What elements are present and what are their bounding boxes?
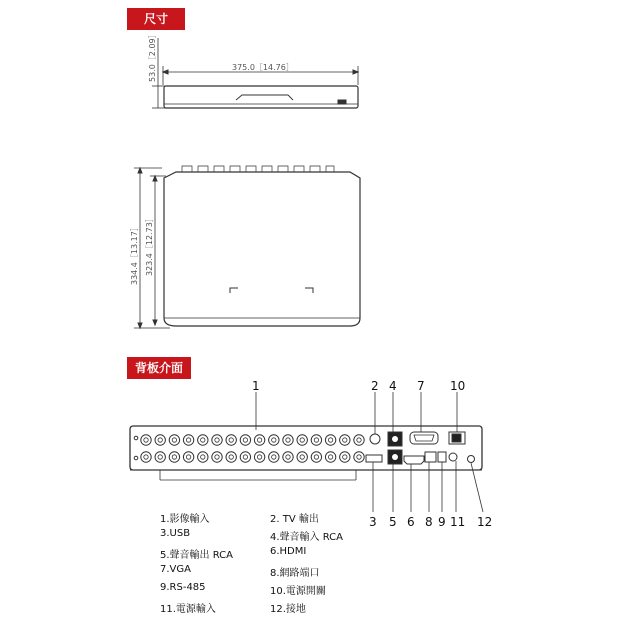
- bnc-connector-icon: [311, 452, 321, 462]
- legend-item: 2. TV 輸出: [270, 514, 319, 525]
- bnc-connector-pin: [243, 455, 247, 459]
- bnc-connector-pin: [357, 438, 361, 442]
- bnc-connector-pin: [158, 438, 162, 442]
- bnc-connector-pin: [158, 455, 162, 459]
- bnc-connector-icon: [340, 452, 350, 462]
- bnc-connector-icon: [325, 452, 335, 462]
- callout-1: 1: [252, 379, 260, 393]
- rear-panel-drawing: [130, 392, 483, 512]
- bnc-connector-icon: [141, 452, 151, 462]
- bnc-connector-icon: [169, 452, 179, 462]
- bnc-connector-pin: [229, 455, 233, 459]
- legend-item: 11.電源輸入: [160, 604, 216, 615]
- bnc-connector-icon: [283, 452, 293, 462]
- side-view-drawing: [152, 38, 358, 108]
- bnc-connector-pin: [229, 438, 233, 442]
- bnc-connector-icon: [254, 435, 264, 445]
- callout-12: 12: [477, 515, 493, 529]
- bnc-connector-pin: [215, 455, 219, 459]
- bnc-connector-icon: [198, 435, 208, 445]
- bnc-connector-pin: [186, 455, 190, 459]
- bnc-connector-pin: [144, 455, 148, 459]
- legend-item: 5.聲音輸出 RCA: [160, 550, 233, 561]
- depth-inner-dimension-label: 323.4［12.73］: [145, 214, 154, 276]
- legend-item: 7.VGA: [160, 564, 191, 575]
- bnc-connector-pin: [201, 438, 205, 442]
- bnc-connector-pin: [186, 438, 190, 442]
- bnc-connector-icon: [340, 435, 350, 445]
- bnc-connector-pin: [272, 455, 276, 459]
- bnc-connector-pin: [328, 438, 332, 442]
- bnc-connector-icon: [141, 435, 151, 445]
- bnc-connector-pin: [172, 438, 176, 442]
- bnc-connector-pin: [300, 438, 304, 442]
- callout-6: 6: [407, 515, 415, 529]
- bnc-connector-icon: [354, 452, 364, 462]
- rear-panel-section-title: 背板介面: [127, 357, 191, 379]
- bnc-connector-icon: [226, 452, 236, 462]
- depth-outer-dimension-label: 334.4［13.17］: [130, 223, 139, 285]
- bnc-connector-icon: [183, 435, 193, 445]
- bnc-connector-icon: [297, 435, 307, 445]
- bnc-connector-pin: [172, 455, 176, 459]
- bnc-connector-icon: [269, 452, 279, 462]
- bnc-connector-pin: [243, 438, 247, 442]
- bnc-connector-pin: [257, 438, 261, 442]
- height-dimension-label: 53.0［2.09］: [148, 30, 157, 82]
- callout-2: 2: [371, 379, 379, 393]
- legend-item: 10.電源開關: [270, 586, 326, 597]
- bnc-connector-pin: [215, 438, 219, 442]
- bnc-connector-icon: [240, 452, 250, 462]
- bnc-connector-pin: [328, 455, 332, 459]
- bnc-connector-pin: [314, 455, 318, 459]
- callout-5: 5: [389, 515, 397, 529]
- legend-item: 8.網路端口: [270, 568, 320, 579]
- bnc-connector-icon: [212, 452, 222, 462]
- bnc-connector-icon: [297, 452, 307, 462]
- callout-10: 10: [450, 379, 466, 393]
- bnc-connector-icon: [254, 452, 264, 462]
- bnc-connector-icon: [240, 435, 250, 445]
- bnc-connector-pin: [272, 438, 276, 442]
- legend-item: 12.接地: [270, 604, 306, 615]
- bnc-connector-icon: [155, 435, 165, 445]
- bnc-connector-icon: [183, 452, 193, 462]
- bnc-connector-pin: [314, 438, 318, 442]
- bnc-connector-icon: [169, 435, 179, 445]
- bnc-connector-pin: [201, 455, 205, 459]
- width-dimension-label: 375.0［14.76］: [232, 63, 294, 72]
- bnc-connector-pin: [300, 455, 304, 459]
- callout-4: 4: [389, 379, 397, 393]
- bnc-connector-icon: [198, 452, 208, 462]
- bnc-connector-icon: [311, 435, 321, 445]
- bnc-connector-pin: [343, 438, 347, 442]
- bnc-connector-icon: [269, 435, 279, 445]
- bnc-connector-pin: [357, 455, 361, 459]
- bnc-connector-pin: [257, 455, 261, 459]
- legend-item: 3.USB: [160, 528, 191, 539]
- bnc-connector-icon: [325, 435, 335, 445]
- legend-item: 4.聲音輸入 RCA: [270, 532, 343, 543]
- bnc-connector-icon: [226, 435, 236, 445]
- bnc-connector-icon: [155, 452, 165, 462]
- callout-8: 8: [425, 515, 433, 529]
- bnc-connector-icon: [212, 435, 222, 445]
- bnc-connector-pin: [286, 455, 290, 459]
- top-view-drawing: [134, 166, 360, 328]
- bnc-connector-icon: [354, 435, 364, 445]
- bnc-connector-pin: [286, 438, 290, 442]
- callout-3: 3: [369, 515, 377, 529]
- bnc-connector-pin: [144, 438, 148, 442]
- callout-11: 11: [450, 515, 466, 529]
- legend-item: 6.HDMI: [270, 546, 307, 557]
- dimensions-section-title: 尺寸: [127, 8, 185, 30]
- bnc-connector-icon: [283, 435, 293, 445]
- legend-item: 1.影像輸入: [160, 514, 210, 525]
- legend-item: 9.RS-485: [160, 582, 206, 593]
- bnc-connector-pin: [343, 455, 347, 459]
- callout-9: 9: [438, 515, 446, 529]
- callout-7: 7: [417, 379, 425, 393]
